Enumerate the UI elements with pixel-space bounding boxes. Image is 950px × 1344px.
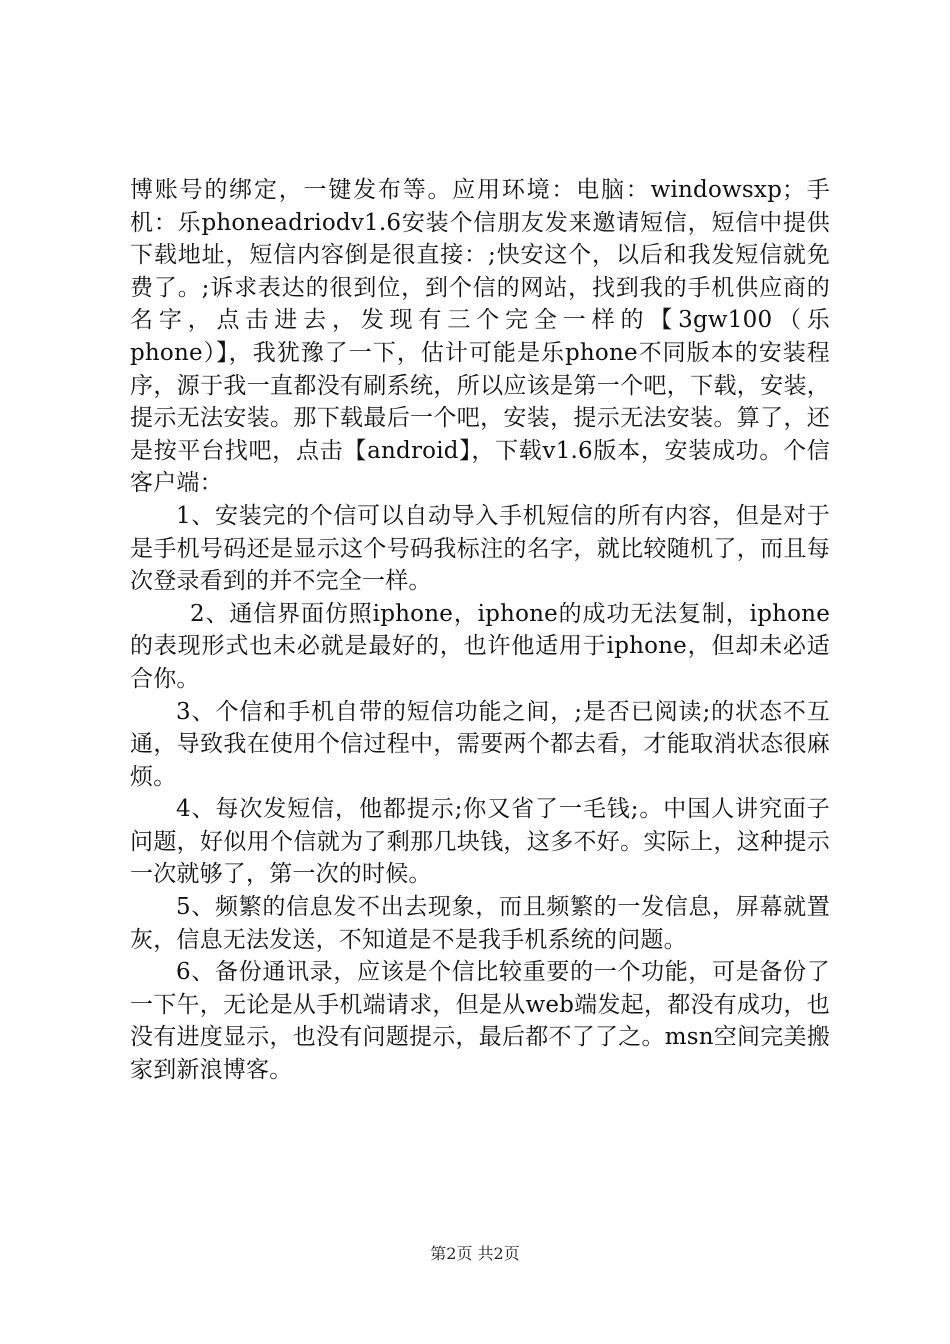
paragraph-item-6: 6、备份通讯录，应该是个信比较重要的一个功能，可是备份了一下午，无论是从手机端请求，但是从web端发起，都没有成功，也没有进度显示，也没有问题提示，最后都不了了之。msn空间完美搬家到新浪博客。 (130, 959, 830, 1084)
paragraph-item-2: 2、通信界面仿照iphone，iphone的成功无法复制，iphone的表现形式也未必就是最好的，也许他适用于iphone，但却未必适合你。 (130, 600, 830, 692)
paragraph-intro: 博账号的绑定，一键发布等。应用环境：电脑：windowsxp；手机：乐phoneadriodv1.6安装个信朋友发来邀请短信，短信中提供下载地址，短信内容倒是很直接：;快安这个，以后和我发短信就免费了。;诉求表达的很到位，到个信的网站，找到我的手机供应商的名字，点击进去，发现有三个完全一样的【3gw100（乐phone）】，我犹豫了一下，估计可能是乐phone不同版本的安装程序，源于我一直都没有刷系统，所以应该是第一个吧，下载，安装，提示无法安装。那下载最后一个吧，安装，提示无法安装。算了，还是按平台找吧，点击【android】，下载v1.6版本，安装成功。个信客户端： (130, 177, 830, 497)
page-number-footer: 第2页 共2页 (430, 1244, 520, 1263)
paragraph-item-5: 5、频繁的信息发不出去现象，而且频繁的一发信息，屏幕就置灰，信息无法发送，不知道是不是我手机系统的问题。 (130, 894, 830, 953)
document-body (130, 174, 830, 1087)
paragraph-item-3: 3、个信和手机自带的短信功能之间，;是否已阅读;的状态不互通，导致我在使用个信过程中，需要两个都去看，才能取消状态很麻烦。 (130, 698, 830, 790)
paragraph-item-1: 1、安装完的个信可以自动导入手机短信的所有内容，但是对于是手机号码还是显示这个号码我标注的名字，就比较随机了，而且每次登录看到的并不完全一样。 (130, 502, 830, 595)
paragraph-item-4: 4、每次发短信，他都提示;你又省了一毛钱;。中国人讲究面子问题，好似用个信就为了剩那几块钱，这多不好。实际上，这种提示一次就够了，第一次的时候。 (130, 796, 830, 888)
